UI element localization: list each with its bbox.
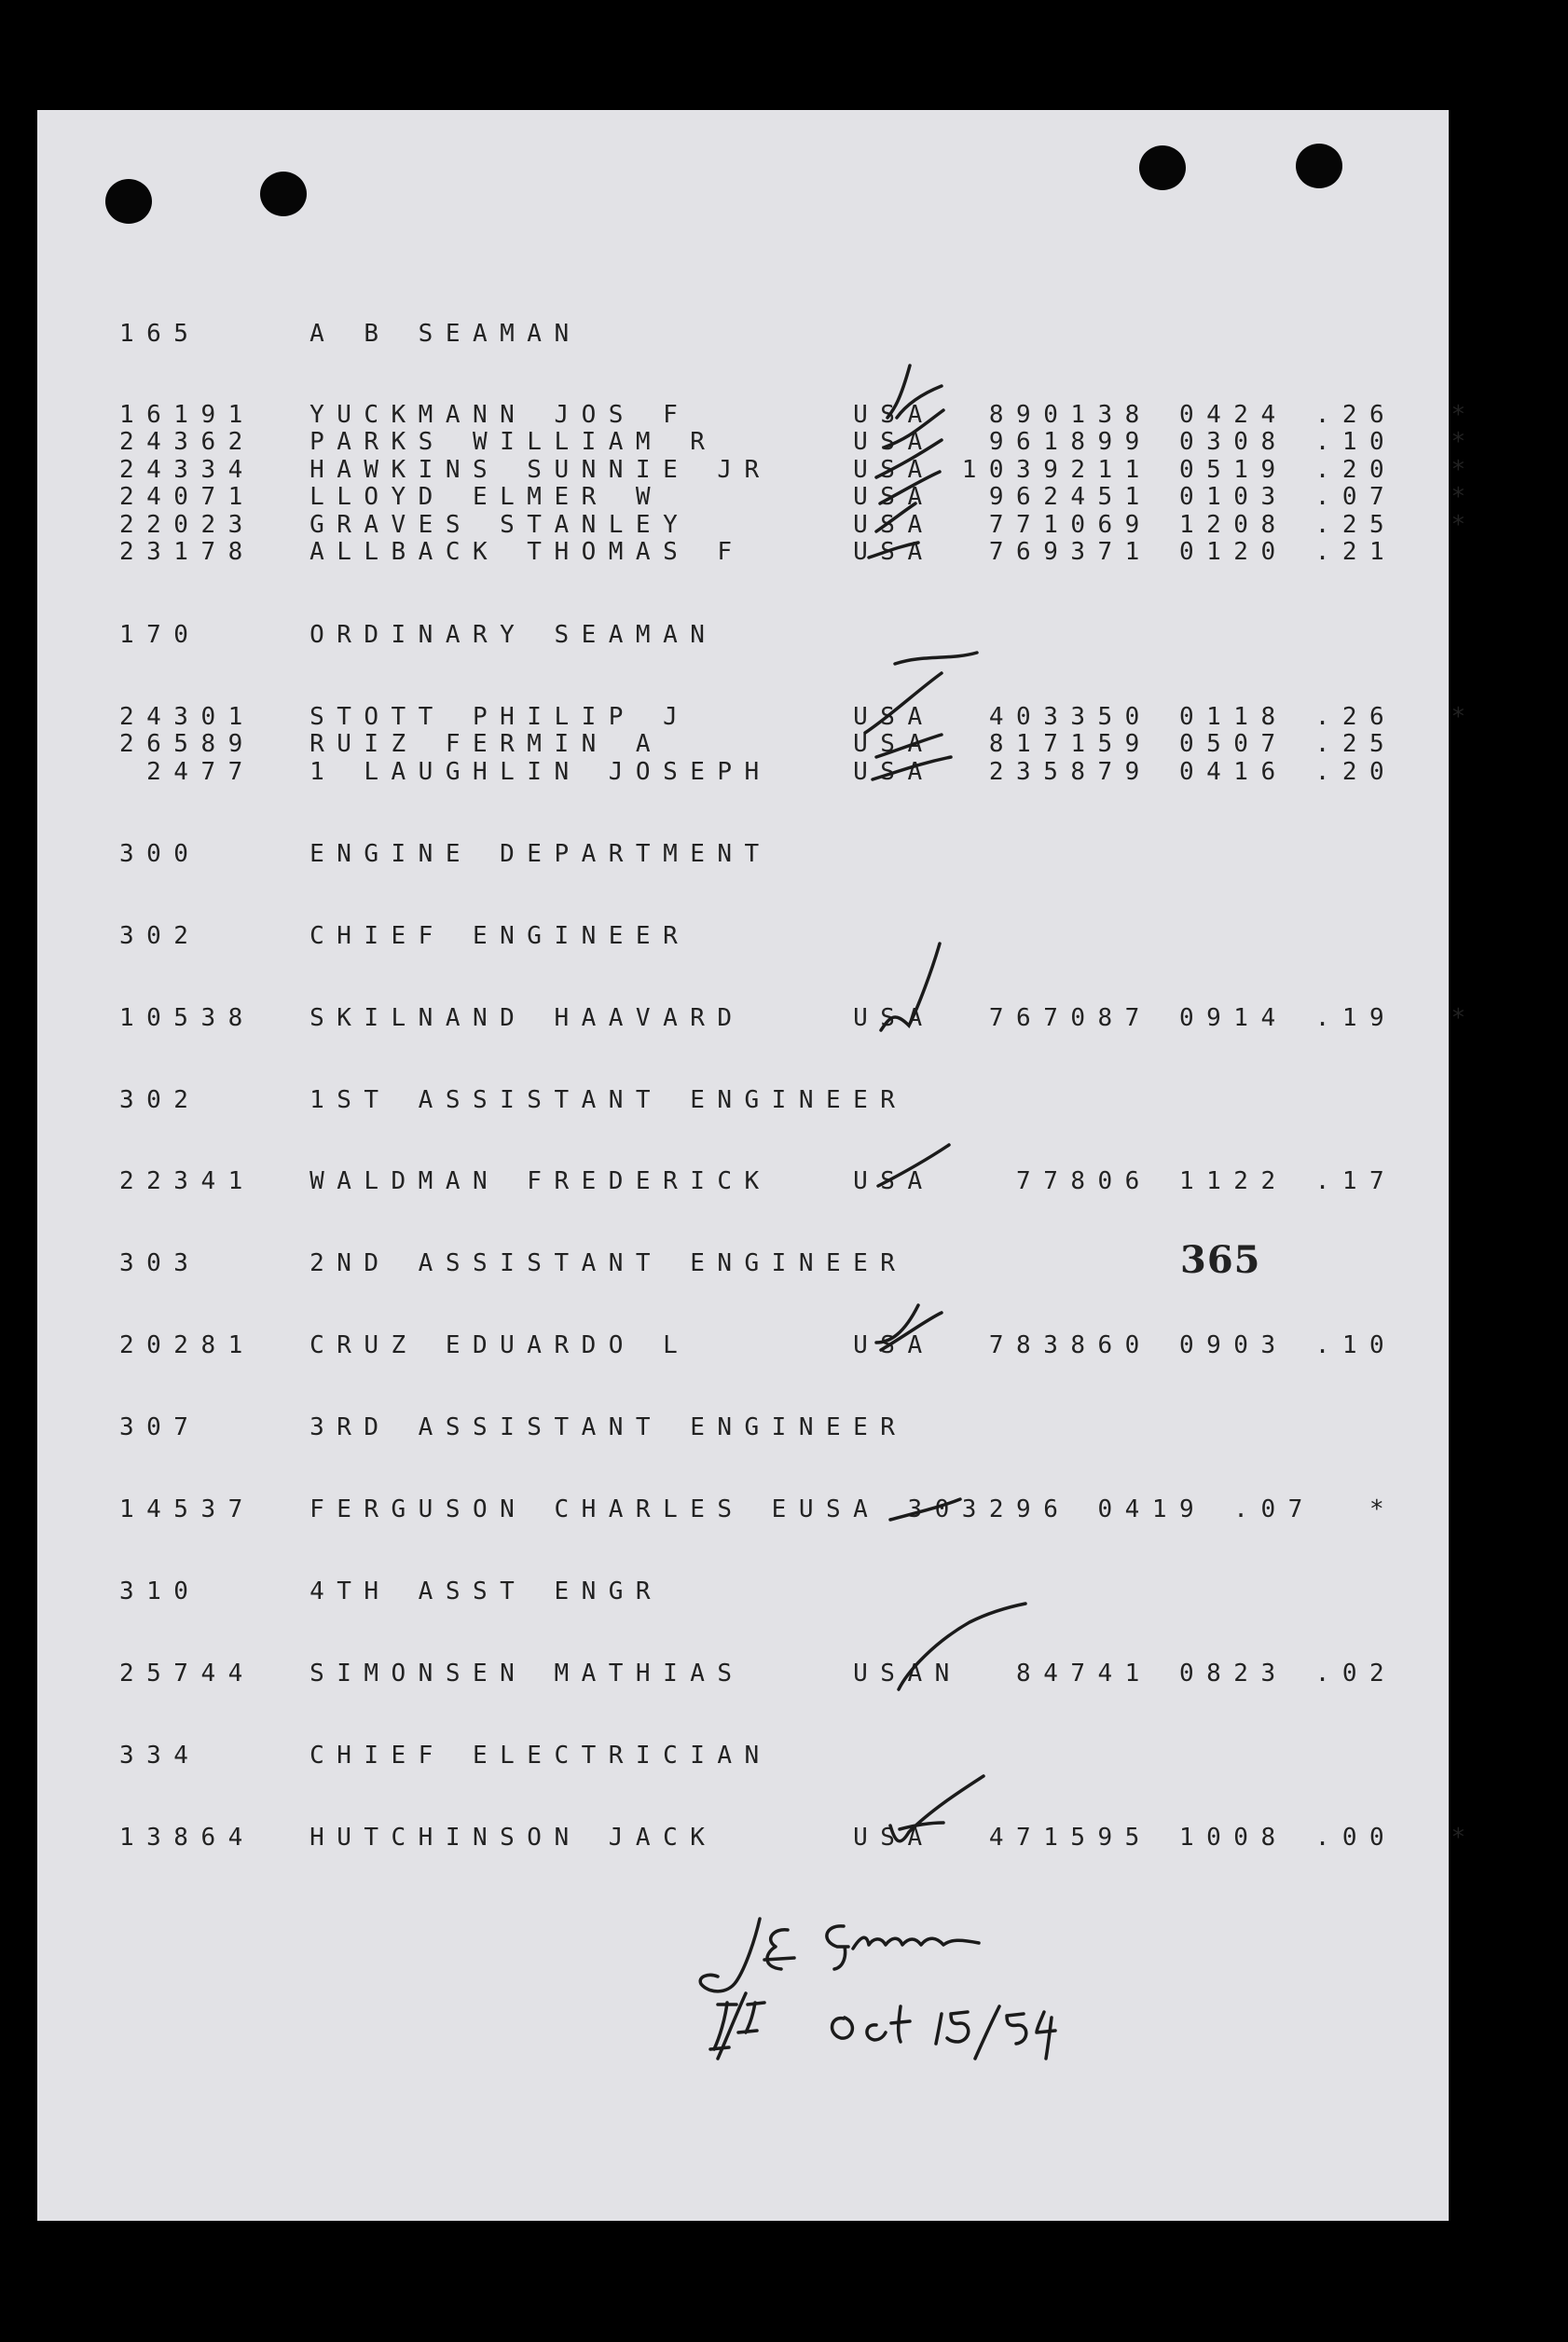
crew-row: 24334 HAWKINS SUNNIE JR USA 1039211 0519 .20 * xyxy=(119,456,1479,484)
crew-row: 10538 SKILNAND HAAVARD USA 767087 0914 .19 * xyxy=(119,1004,1479,1032)
check-mark-icon xyxy=(865,653,977,733)
crew-row: 24362 PARKS WILLIAM R USA 961899 0308 .10 * xyxy=(119,428,1479,456)
crew-row: 24301 STOTT PHILIP J USA 403350 0118 .26 * xyxy=(119,703,1479,731)
crew-row: 14537 FERGUSON CHARLES EUSA 303296 0419 .07 * xyxy=(119,1495,1397,1523)
section-heading-300: 300 ENGINE DEPARTMENT xyxy=(119,840,772,868)
check-mark-icon xyxy=(869,543,918,558)
check-mark-icon xyxy=(887,365,942,418)
section-heading-165: 165 A B SEAMAN xyxy=(119,320,582,348)
check-mark-icon xyxy=(876,1305,942,1350)
check-mark-icon xyxy=(890,1776,983,1841)
check-mark-icon xyxy=(876,503,915,531)
section-heading-303: 303 2ND ASSISTANT ENGINEER xyxy=(119,1249,908,1277)
check-mark-icon xyxy=(878,1145,949,1186)
section-heading-307: 307 3RD ASSISTANT ENGINEER xyxy=(119,1413,908,1441)
check-mark-icon xyxy=(884,410,943,448)
crew-row: 25744 SIMONSEN MATHIAS USAN 84741 0823 .02 xyxy=(119,1660,1397,1688)
check-mark-icon xyxy=(873,757,951,779)
crew-row: 24071 LLOYD ELMER W USA 962451 0103 .07 * xyxy=(119,483,1479,511)
crew-row: 22023 GRAVES STANLEY USA 771069 1208 .25 * xyxy=(119,511,1479,539)
crew-row: 2477 1 LAUGHLIN JOSEPH USA 235879 0416 .20 xyxy=(119,758,1397,786)
crew-row: 23178 ALLBACK THOMAS F USA 769371 0120 .21 xyxy=(119,538,1397,566)
check-mark-icon xyxy=(899,1604,1025,1689)
section-heading-334: 334 CHIEF ELECTRICIAN xyxy=(119,1742,772,1770)
page-number: 365 xyxy=(1180,1238,1261,1282)
section-heading-302: 302 CHIEF ENGINEER xyxy=(119,922,691,950)
crew-row: 26589 RUIZ FERMIN A USA 817159 0507 .25 xyxy=(119,730,1397,758)
section-heading-170: 170 ORDINARY SEAMAN xyxy=(119,621,718,649)
crew-row: 20281 CRUZ EDUARDO L USA 783860 0903 .10 xyxy=(119,1331,1397,1359)
check-mark-icon xyxy=(876,735,942,757)
section-heading-302-1st: 302 1ST ASSISTANT ENGINEER xyxy=(119,1086,908,1114)
check-mark-icon xyxy=(890,1499,960,1520)
section-heading-310: 310 4TH ASST ENGR xyxy=(119,1577,664,1605)
crew-row: 22341 WALDMAN FREDERICK USA 77806 1122 .17 xyxy=(119,1167,1397,1195)
check-mark-icon xyxy=(881,944,940,1030)
crew-row: 16191 YUCKMANN JOS F USA 890138 0424 .26 * xyxy=(119,401,1479,429)
check-mark-icon xyxy=(880,472,940,503)
crew-row: 13864 HUTCHINSON JACK USA 471595 1008 .00 * xyxy=(119,1824,1479,1852)
handwritten-signature xyxy=(671,1902,1156,2070)
